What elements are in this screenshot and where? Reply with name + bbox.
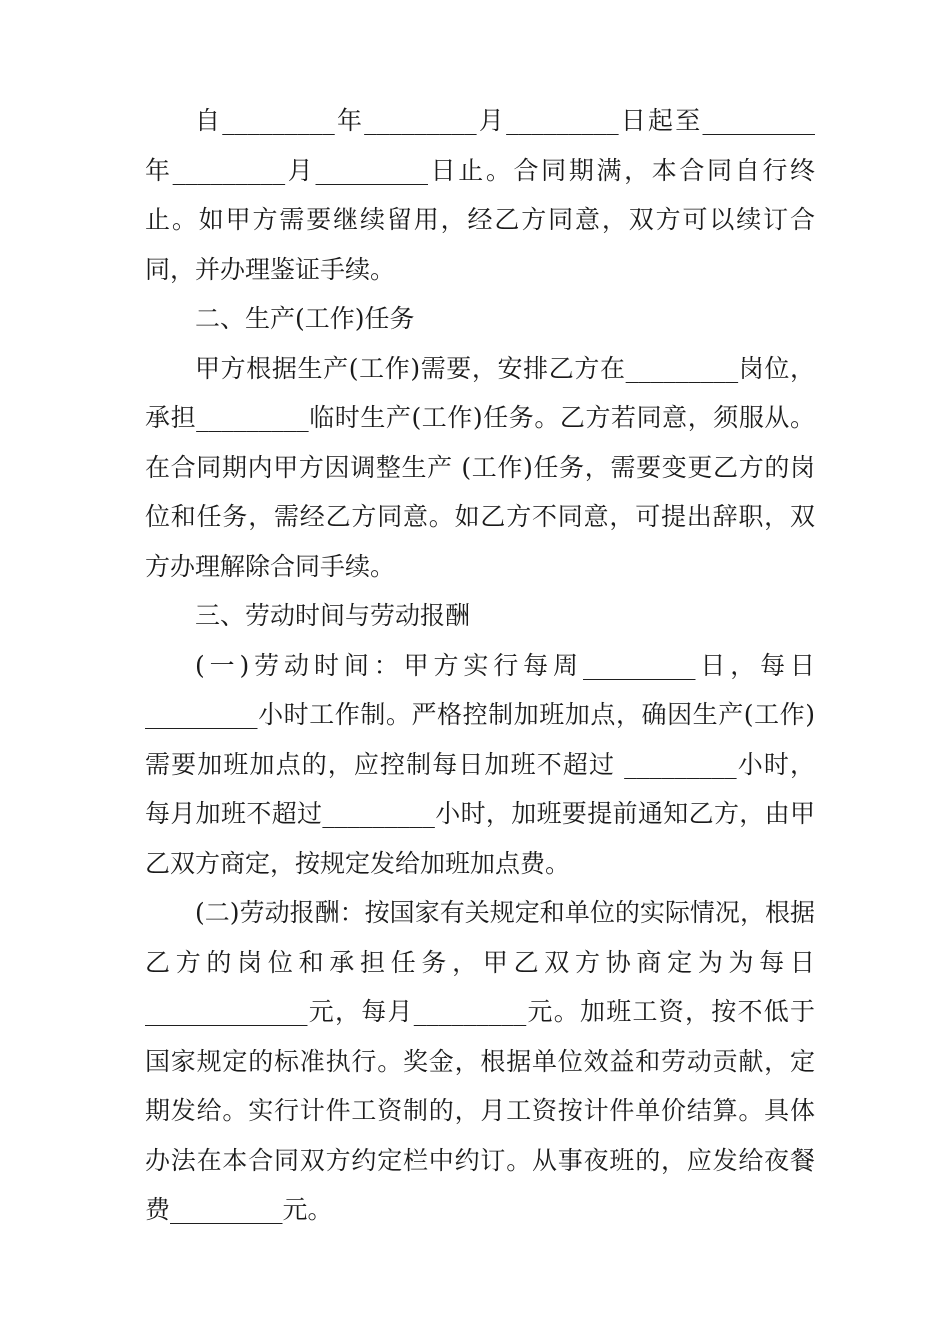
section-heading-production-task: 二、生产(工作)任务 <box>195 304 415 333</box>
remuneration-paragraph: (二)劳动报酬：按国家有关规定和单位的实际情况，根据乙方的岗位和承担任务，甲乙双方协商定为为每日 _____________元，每月_________元。加班工资，按不低于国家规定的标准执行。奖金，根据单位效益和劳动贡献，定期发给。实行计件工资制的，月工资按计件单价结算。具体办法在本合同双方约定栏中约订。从事夜班的，应发给夜餐费_________元。 <box>145 898 815 1224</box>
production-task-paragraph: 甲方根据生产(工作)需要，安排乙方在_________岗位，承担_________临时生产(工作)任务。乙方若同意，须服从。在合同期内甲方因调整生产 (工作)任务，需要变更乙方的岗位和任务，需经乙方同意。如乙方不同意，可提出辞职，双方办理解除合同手续。 <box>145 353 815 581</box>
working-hours-paragraph: (一)劳动时间：甲方实行每周_________日，每日_________小时工作制。严格控制加班加点，确因生产(工作)需要加班加点的，应控制每日加班不超过 _________小时，每月加班不超过_________小时，加班要提前通知乙方，由甲乙双方商定，按规定发给加班加点费。 <box>145 650 815 878</box>
contract-term-paragraph: 自_________年_________月_________日起至_________年_________月_________日止。合同期满，本合同自行终止。如甲方需要继续留用，经乙方同意，双方可以续订合同，并办理鉴证手续。 <box>145 106 815 284</box>
section-heading-working-hours-pay: 三、劳动时间与劳动报酬 <box>195 601 471 630</box>
document-body <box>145 96 815 1235</box>
